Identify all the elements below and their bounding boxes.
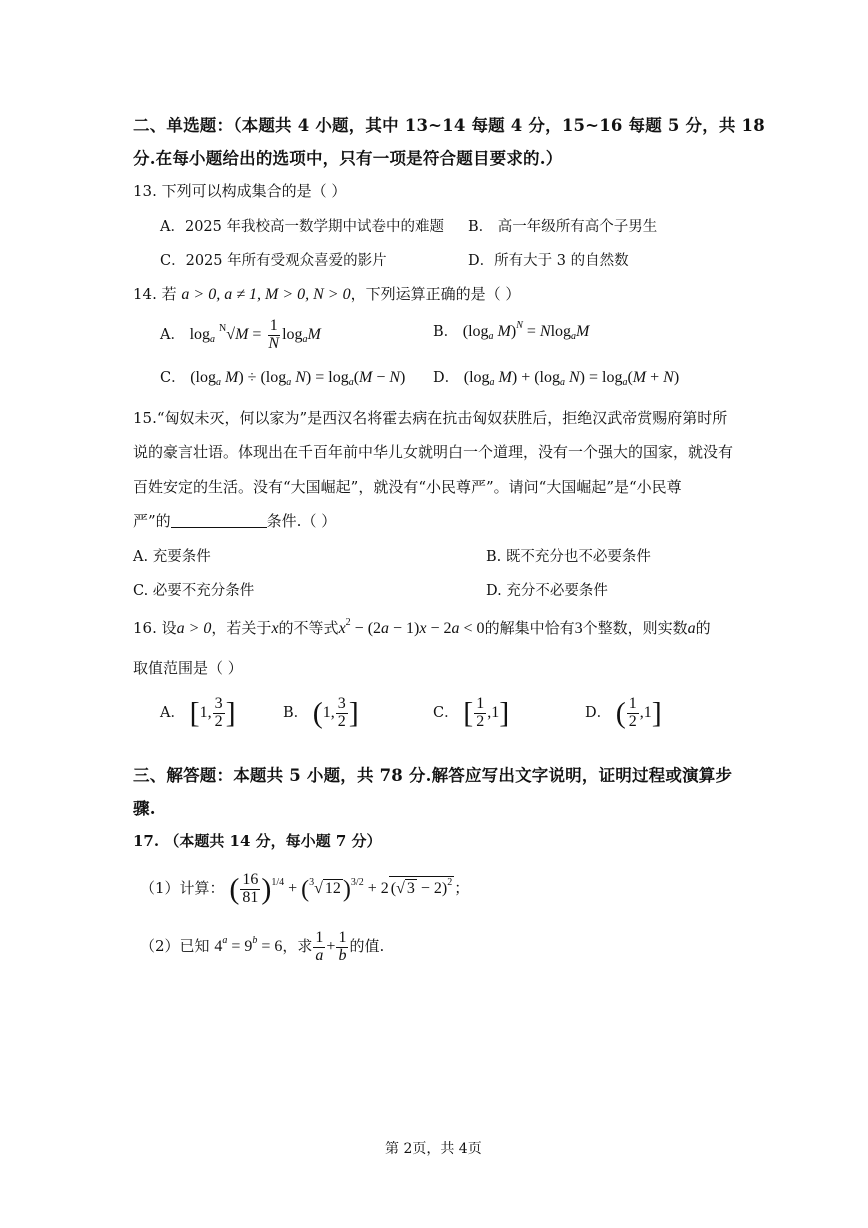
q14-tail: ，下列运算正确的是（ ） [350,285,521,303]
q16-option-d-label: D． [585,704,612,721]
section2-title-line2: 分.在每小题给出的选项中，只有一项是符合题目要求的.） [133,149,563,168]
page-footer: 第 2页，共 4页 [385,1141,482,1157]
section3-title-line1: 三、解答题：本题共 5 小题，共 78 分.解答应写出文字说明，证明过程或演算步 [133,766,733,785]
q14-num: 14. 若 [133,285,177,303]
q16-option-c-interval: [ $\frac{1}{2}$ ,1] [463,695,510,730]
q14-option-d-formula: ($\log_a$ $M) + (\log_a$ $N) = \log_a(M + N)$ [463,369,680,388]
q14-condition: a > 0, a ≠ 1, M > 0, N > 0 [181,286,351,303]
q16-inequality: $x^2 - (2a - 1)x - 2a < 0$ [338,617,485,637]
q17-part2-expression: $\frac{1}{a}$ + $\frac{1}{b}$ [315,929,347,964]
q17-stem: 17. （本题共 14 分，每小题 7 分） [133,832,382,850]
q16-text-6: 的 [695,619,711,637]
q15-line3: 百姓安定的生活。没有“大国崛起”，就没有“小民尊严”。请问“大国崛起”是“小民尊 [133,478,682,496]
q14-stem [133,283,520,304]
q14-option-d-label: D． [433,370,460,386]
q15-line4-start: 严”的 [133,512,171,530]
section2-title-line1: 二、单选题：（本题共 4 小题，其中 13~14 每题 4 分，15~16 每题 5 分，共 18 [133,116,765,135]
q16-text-2: ，若关于 [211,619,272,637]
q14-option-c-label: C． [160,370,186,386]
q17-part1-expression: ( $\frac{16}{81}$ )$^{1/4}$ + ($^3$√ 12)$^{3/2}$ + 2 (√ 3 − 2)$^2$ [229,871,453,906]
q13-stem: 13. 下列可以构成集合的是（ ） [133,182,347,200]
q16-text-4: 的解集中恰有 [484,619,575,637]
q17-part1-tail: ； [454,878,470,897]
section3-title-line2: 骤. [133,799,156,818]
q13-option-c: C．2025 年所有受观众喜爱的影片 [160,253,387,269]
q13-option-b: B． 高一年级所有高个子男生 [468,219,658,235]
q16-var-x: x [271,620,279,637]
q17-part2-condition: $4^a = 9^b = 6$ [214,934,283,955]
q15-answer-blank [171,513,267,528]
q17-part1-label: （1）计算： [140,878,225,897]
q14-option-b-label: B． [433,324,459,340]
q16-option-d-interval: ( $\frac{1}{2}$ ,1] [615,695,662,730]
q16-stem-line1 [133,617,711,638]
q17-part1 [140,872,469,907]
q17-part2-label: （2）已知 [140,936,210,955]
q16-text-1: 16. 设 [133,619,177,637]
q14-option-a-formula: $\log_a ^N√M$ = $\frac{1}{N}$ $\log_aM$ [189,317,321,352]
q16-option-c-label: C． [433,704,459,721]
q16-option-a [160,696,236,731]
q16-option-d [585,696,662,731]
q16-condition: a > 0 [176,620,212,637]
q16-text-5: 个整数，则实数 [582,619,688,637]
q16-var-a: a [687,620,696,637]
q14-option-b [433,320,589,342]
q16-text-3: 的不等式 [278,619,339,637]
q16-count: 3 [574,620,583,637]
q13-option-d: D．所有大于 3 的自然数 [468,253,629,269]
q15-line4 [133,510,336,531]
q14-option-b-formula: ($\log_a$ M)$^N$ = Nlog$_a$M [462,320,590,342]
q16-option-a-interval: [1, $\frac{3}{2}$ ] [189,695,236,730]
q15-line2: 说的豪言壮语。体现出在千百年前中华儿女就明白一个道理，没有一个强大的国家，就没有 [133,443,734,461]
q16-option-b [283,696,359,731]
q15-line4-end: 条件.（ ） [266,512,337,530]
q16-option-b-label: B． [283,704,309,721]
q16-option-b-interval: (1, $\frac{3}{2}$ ] [312,695,359,730]
q17-part2 [140,930,384,965]
q14-option-c-formula: ($\log_a$ $M) \div (\log_a$ $N) = \log_a(M - N)$ [190,369,406,388]
q13-option-a: A．2025 年我校高一数学期中试卷中的难题 [160,219,444,235]
q16-option-a-label: A． [160,704,185,721]
q16-option-c [433,696,509,731]
q15-option-d: D. 充分不必要条件 [486,583,608,599]
q14-option-a-label: A． [160,326,185,343]
q15-option-c: C. 必要不充分条件 [133,583,255,599]
q14-option-a [160,318,321,353]
q14-option-d [433,366,679,388]
q15-option-b: B. 既不充分也不必要条件 [486,549,651,565]
q15-option-a: A. 充要条件 [133,549,211,565]
q17-part2-tail: 的值. [349,936,385,955]
q14-option-c [160,366,405,388]
q15-line1: 15.“匈奴未灭，何以家为”是西汉名将霍去病在抗击匈奴获胜后，拒绝汉武帝赏赐府第时所 [133,409,728,427]
q17-part2-mid: ，求 [282,936,313,955]
q16-stem-line2: 取值范围是（ ） [133,659,243,677]
